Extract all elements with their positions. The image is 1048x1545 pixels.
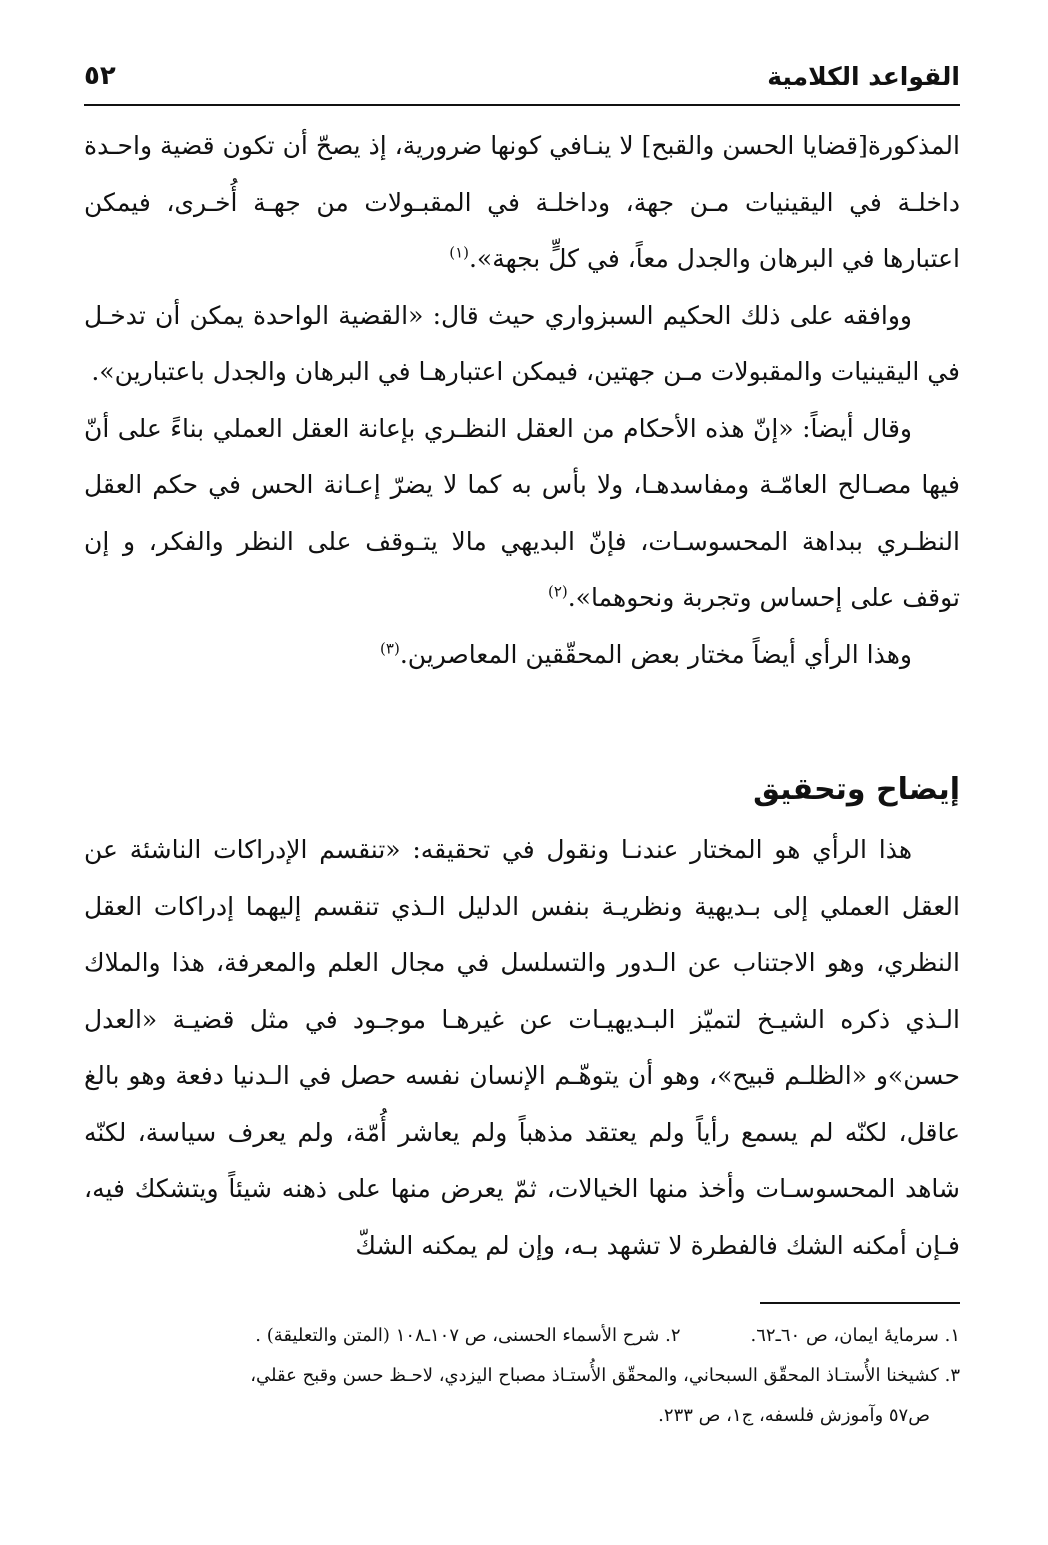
header-divider: [84, 104, 960, 106]
section-heading: إيضاح وتحقيق: [753, 772, 960, 807]
footnote-divider: [760, 1302, 960, 1304]
paragraph-4-text: وهذا الرأي أيضاً مختار بعض المحقّقين المعاصرين.: [399, 639, 912, 669]
paragraph-1: [84, 118, 960, 288]
footnotes: [84, 1316, 960, 1436]
footnote-row-1: [84, 1316, 960, 1356]
page-number: ٥٢: [84, 61, 116, 91]
running-title: القواعد الكلامية: [767, 61, 960, 91]
footnote-ref-2[interactable]: (٢): [547, 582, 568, 601]
footnote-ref-3[interactable]: (٣): [380, 639, 400, 658]
footnote-ref-1[interactable]: (١): [449, 243, 469, 262]
footnote-3: ٣. كشيخنا الأُستـاذ المحقّق السبحاني، والمحقّق الأُستـاذ مصباح اليزدي، لاحـظ حسن وقبح عقلي،: [250, 1365, 960, 1386]
body-text-block: [84, 118, 960, 683]
paragraph-2: ووافقه على ذلك الحكيم السبزواري حيث قال: «القضية الواحدة يمكن أن تدخـل في اليقينيات والمقبولات مـن جهتين، فيمكن اعتبارهـا في البرهان والجدل باعتبارين».: [84, 300, 960, 386]
footnote-2: ٢. شرح الأسماء الحسنى، ص ١٠٧ـ١٠٨ (المتن والتعليقة) .: [255, 1325, 681, 1346]
section-paragraph: هذا الرأي هو المختار عندنـا ونقول في تحقيقه: «تنقسم الإدراكات الناشئة عن العقل العملي إلى بـديهية ونظريـة بنفس الدليل الـذي تنقسم إليهما إدراكات العقل النظري، وهو الاجتناب عن الـدور والتسلسل في مجال العلم والمعرفة، هذا والملاك الـذي ذكره الشيـخ لتميّز البـديهيـات عن غيرهـا موجـود في مثل قضيـة «العدل حسن»و «الظلـم قبيح»، وهو أن يتوهّـم الإنسان نفسه حصل في الـدنيا دفعة وهو بالغ عاقل، لكنّه لم يسمع رأياً ولم يعتقد مذهباً ولم يعاشر أُمّة، ولم يعرف سياسة، لكنّه شاهد المحسوسـات وأخذ منها الخيالات، ثمّ يعرض منها على ذهنه شيئاً ويتشكك فيه، فـإن أمكنه الشك فالفطرة لا تشهد بـه، وإن لم يمكنه الشكّ: [84, 835, 960, 1260]
paragraph-4: [84, 627, 960, 684]
footnote-3-continuation: ص٥٧ وآموزش فلسفه، ج١، ص ٢٣٣.: [658, 1405, 930, 1426]
paragraph-3-text: وقال أيضاً: «إنّ هذه الأحكام من العقل النظـري بإعانة العقل العملي بناءً على أنّ فيها مصـالح العامّـة ومفاسدهـا، ولا بأس به كما لا يضرّ إعـانة الحس في حكم العقل النظـري ببداهة المحسوسـات، فإنّ البديهي مالا يتـوقف على النظر والفكر، و إن توقف على إحساس وتجربة ونحوهما».: [84, 413, 960, 612]
section-text-block: [84, 822, 960, 1274]
paragraph-1-text: المذكورة[قضايا الحسن والقبح] لا ينـافي كونها ضرورية، إذ يصحّ أن تكون قضية واحـدة داخلـة في اليقينيات مـن جهة، وداخلـة في المقبـولات من جهـة أُخـرى، فيمكن اعتبارها في البرهان والجدل معاً، في كلٍّ بجهة».: [84, 131, 960, 273]
paragraph-3: [84, 401, 960, 627]
footnote-1: ١. سرمايهٔ ايمان، ص ٦٠ـ٦٢.: [750, 1325, 960, 1346]
running-header: [84, 52, 960, 100]
